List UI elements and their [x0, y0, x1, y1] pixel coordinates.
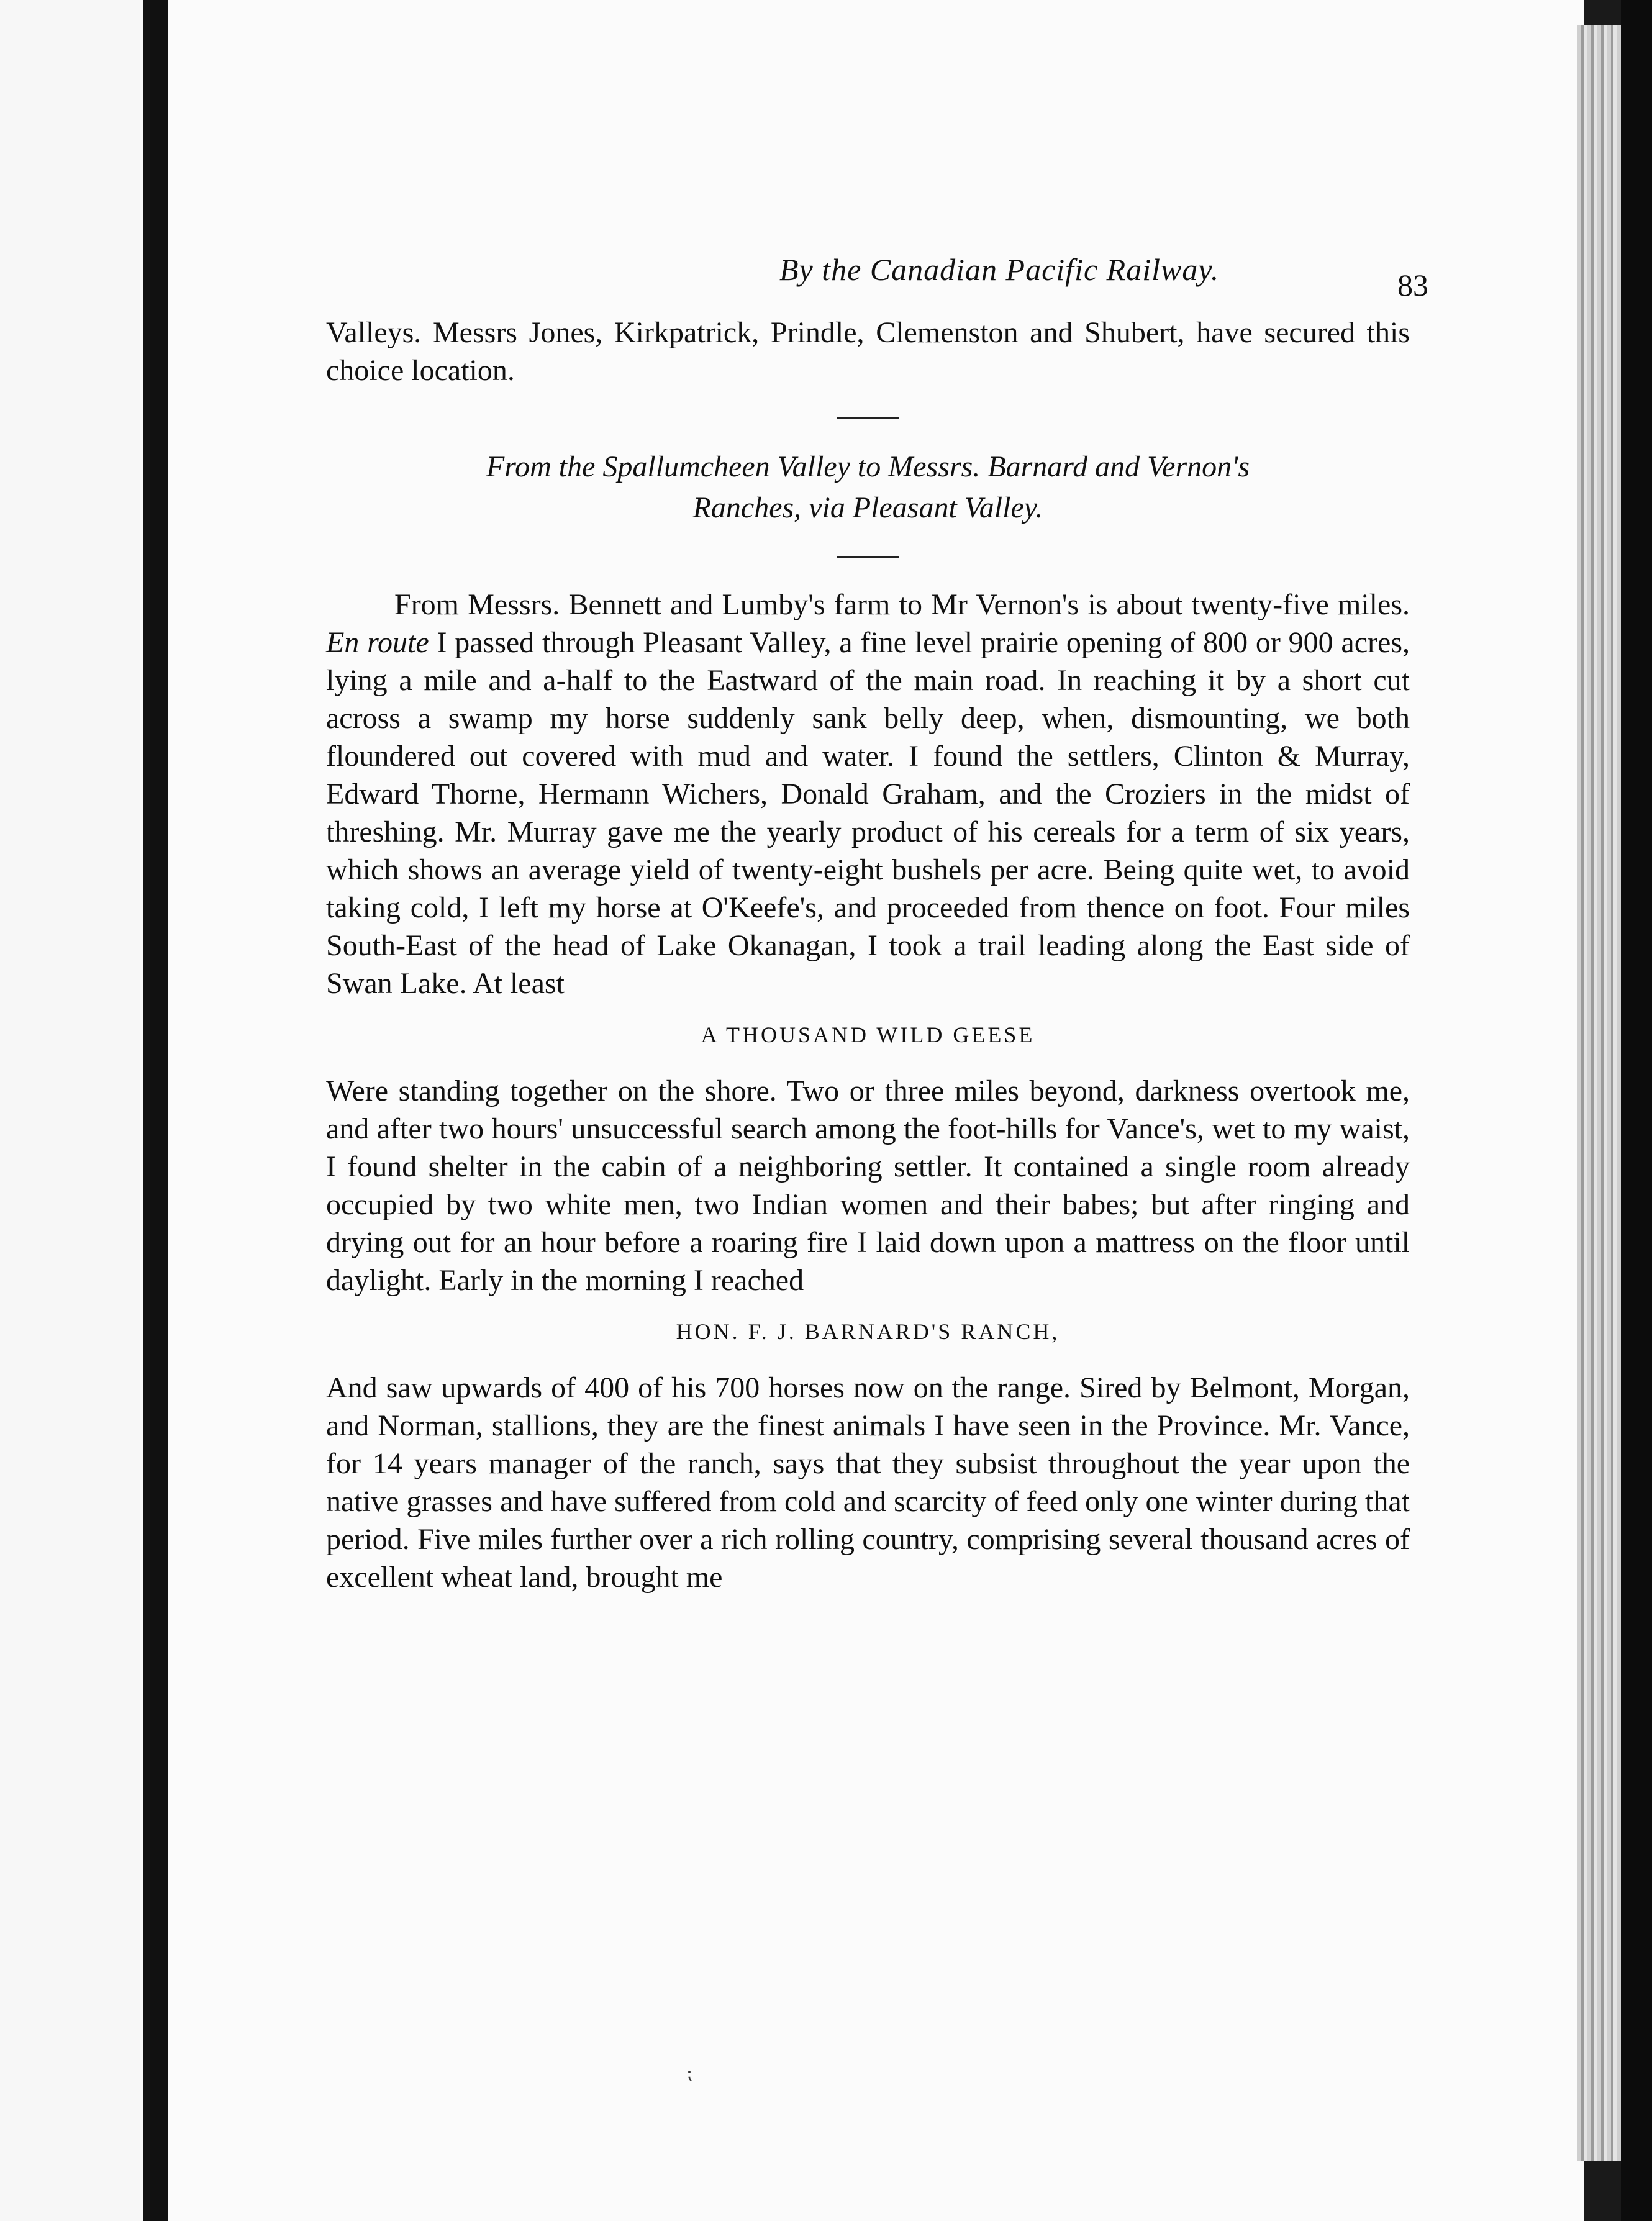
paragraph-2: Were standing together on the shore. Two or three miles beyond, darkness overtook me, and after two hours' unsuccessful search among the foot-hills for Vance's, wet to my waist, I found shelter in the cabin of a neighboring settler. It contained a single room already occupied by two white men, two Indian women and their babes; but after ringing and drying out for an hour before a roaring fire I laid down upon a mattress on the floor until daylight. Early in the morning I reached: [326, 1074, 1410, 1297]
page-number: 83: [1397, 268, 1428, 302]
scan-border: [1621, 0, 1652, 2221]
section-heading-line2: Ranches, via Pleasant Valley.: [692, 491, 1043, 524]
section-heading-line1: From the Spallumcheen Valley to Messrs. Barnard and Vernon's: [486, 450, 1250, 483]
left-page-margin: [0, 0, 143, 2221]
running-title: By the Canadian Pacific Railway.: [779, 252, 1220, 287]
paragraph-3: And saw upwards of 400 of his 700 horses now on the range. Sired by Belmont, Morgan, and Norman, stallions, they are the finest animals I have seen in the Province. Mr. Vance, for 14 years manager of the ranch, says that they subsist throughout the year upon the native grasses and have suffered from cold and scarcity of feed only one winter during that period. Five miles further over a rich rolling country, comprising several thousand acres of excellent wheat land, brought me: [326, 1371, 1410, 1594]
scan-speck: ⁏: [686, 2063, 693, 2083]
intro-paragraph: Valleys. Messrs Jones, Kirkpatrick, Prindle, Clemenston and Shubert, have secured this choice location.: [326, 316, 1410, 387]
paragraph-1-rest: I passed through Pleasant Valley, a fine level prairie opening of 800 or 900 acres, lying a mile and a-half to the Eastward of the main road. In reaching it by a short cut across a swamp my horse suddenly sank belly deep, when, dismounting, we both floundered out covered with mud and water. I found the settlers, Clinton & Murray, Edward Thorne, Hermann Wichers, Donald Graham, and the Croziers in the midst of threshing. Mr. Murray gave me the yearly product of his cereals for a term of six years, which shows an average yield of twenty-eight bushels per acre. Being quite wet, to avoid taking cold, I left my horse at O'Keefe's, and proceeded from thence on foot. Four miles South-East of the head of Lake Okanagan, I took a trail leading along the East side of Swan Lake. At least: [326, 626, 1410, 1000]
book-page: [168, 0, 1584, 2221]
subheading-wild-geese: A THOUSAND WILD GEESE: [701, 1022, 1035, 1047]
page-edge-stack: [1577, 25, 1621, 2161]
book-gutter: [143, 0, 168, 2221]
paragraph-1-start: From Messrs. Bennett and Lumby's farm to Mr Vernon's is about twenty-five miles.: [394, 588, 1410, 621]
section-divider-top: [837, 417, 899, 419]
paragraph-1: [326, 586, 1410, 1002]
section-divider-bottom: [837, 556, 899, 558]
paragraph-1-italic: En route: [326, 626, 429, 659]
running-head: [326, 245, 1428, 314]
page-content: [326, 245, 1428, 1596]
section-heading: [326, 447, 1410, 529]
subheading-barnard-ranch: HON. F. J. BARNARD'S RANCH,: [676, 1319, 1060, 1344]
